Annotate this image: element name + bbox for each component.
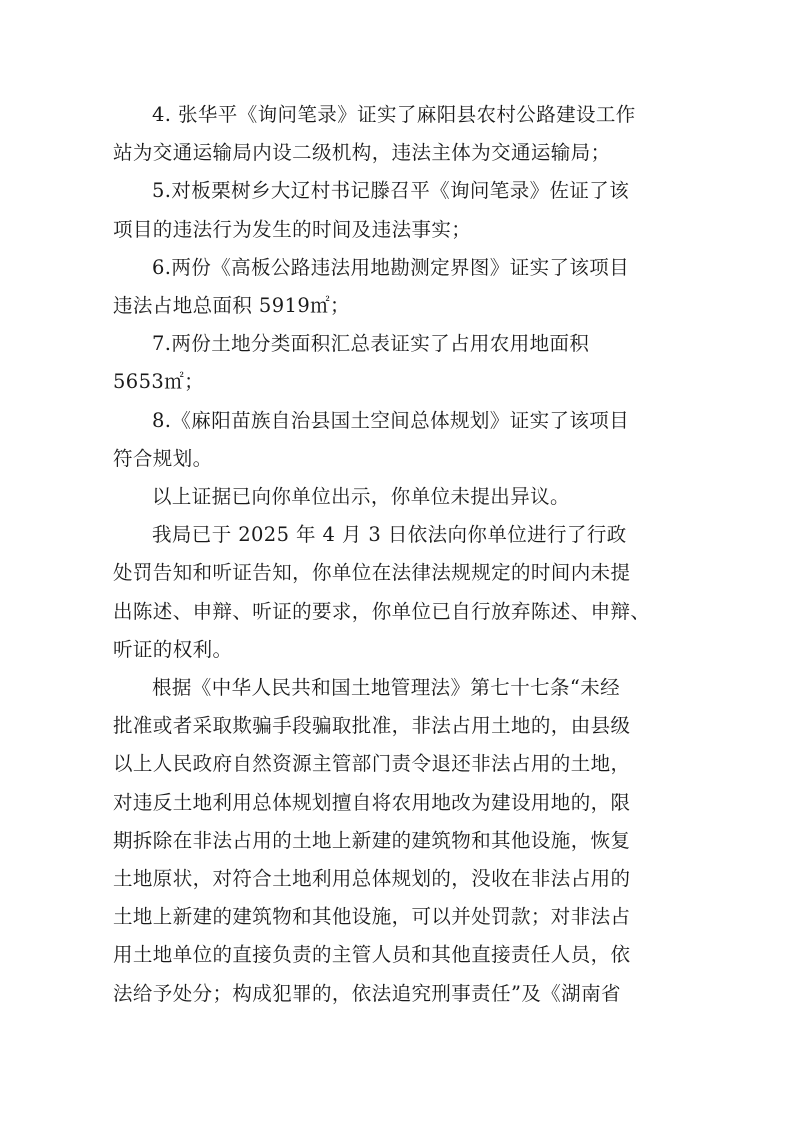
evidence-item-4: 4. 张华平《询问笔录》证实了麻阳县农村公路建设工作 站为交通运输局内设二级机构，违法主体为交通运输局； [113, 103, 636, 165]
evidence-item-8: 8.《麻阳苗族自治县国土空间总体规划》证实了该项目 符合规划。 [113, 408, 630, 470]
legal-basis-paragraph: 根据《中华人民共和国土地管理法》第七十七条“未经 批准或者采取欺骗手段骗取批准，非法占用土地的，由县级 以上人民政府自然资源主管部门责令退还非法占用的土地， 对违反土地利用总体规划擅自将农用地改为建设用地的，限 期拆除在非法占用的土地上新建的建筑物和其他设施，恢复 土地原状，对符合土地利用总体规划的，没收在非法占用的 土地上新建的建筑物和其他设施，可以并处罚款；对非法占 用土地单位的直接负责的主管人员和其他直接责任人员，依 法给予处分；构成犯罪的，依法追究刑事责任”及《湖南省 [113, 676, 631, 1005]
evidence-item-7: 7.两份土地分类面积汇总表证实了占用农用地面积 5653㎡； [113, 332, 590, 394]
evidence-shown-paragraph: 以上证据已向你单位出示，你单位未提出异议。 [152, 485, 570, 509]
evidence-item-5: 5.对板栗树乡大辽村书记滕召平《询问笔录》佐证了该 项目的违法行为发生的时间及违法事实； [113, 179, 630, 241]
document-body [113, 96, 680, 1013]
evidence-item-6: 6.两份《高板公路违法用地勘测定界图》证实了该项目 违法占地总面积 5919㎡； [113, 255, 630, 318]
notice-paragraph: 我局已于 2025 年 4 月 3 日依法向你单位进行了行政 处罚告知和听证告知，你单位在法律法规规定的时间内未提 出陈述、申辩、听证的要求，你单位已自行放弃陈述、申辩、 听证的权利。 [113, 523, 651, 661]
